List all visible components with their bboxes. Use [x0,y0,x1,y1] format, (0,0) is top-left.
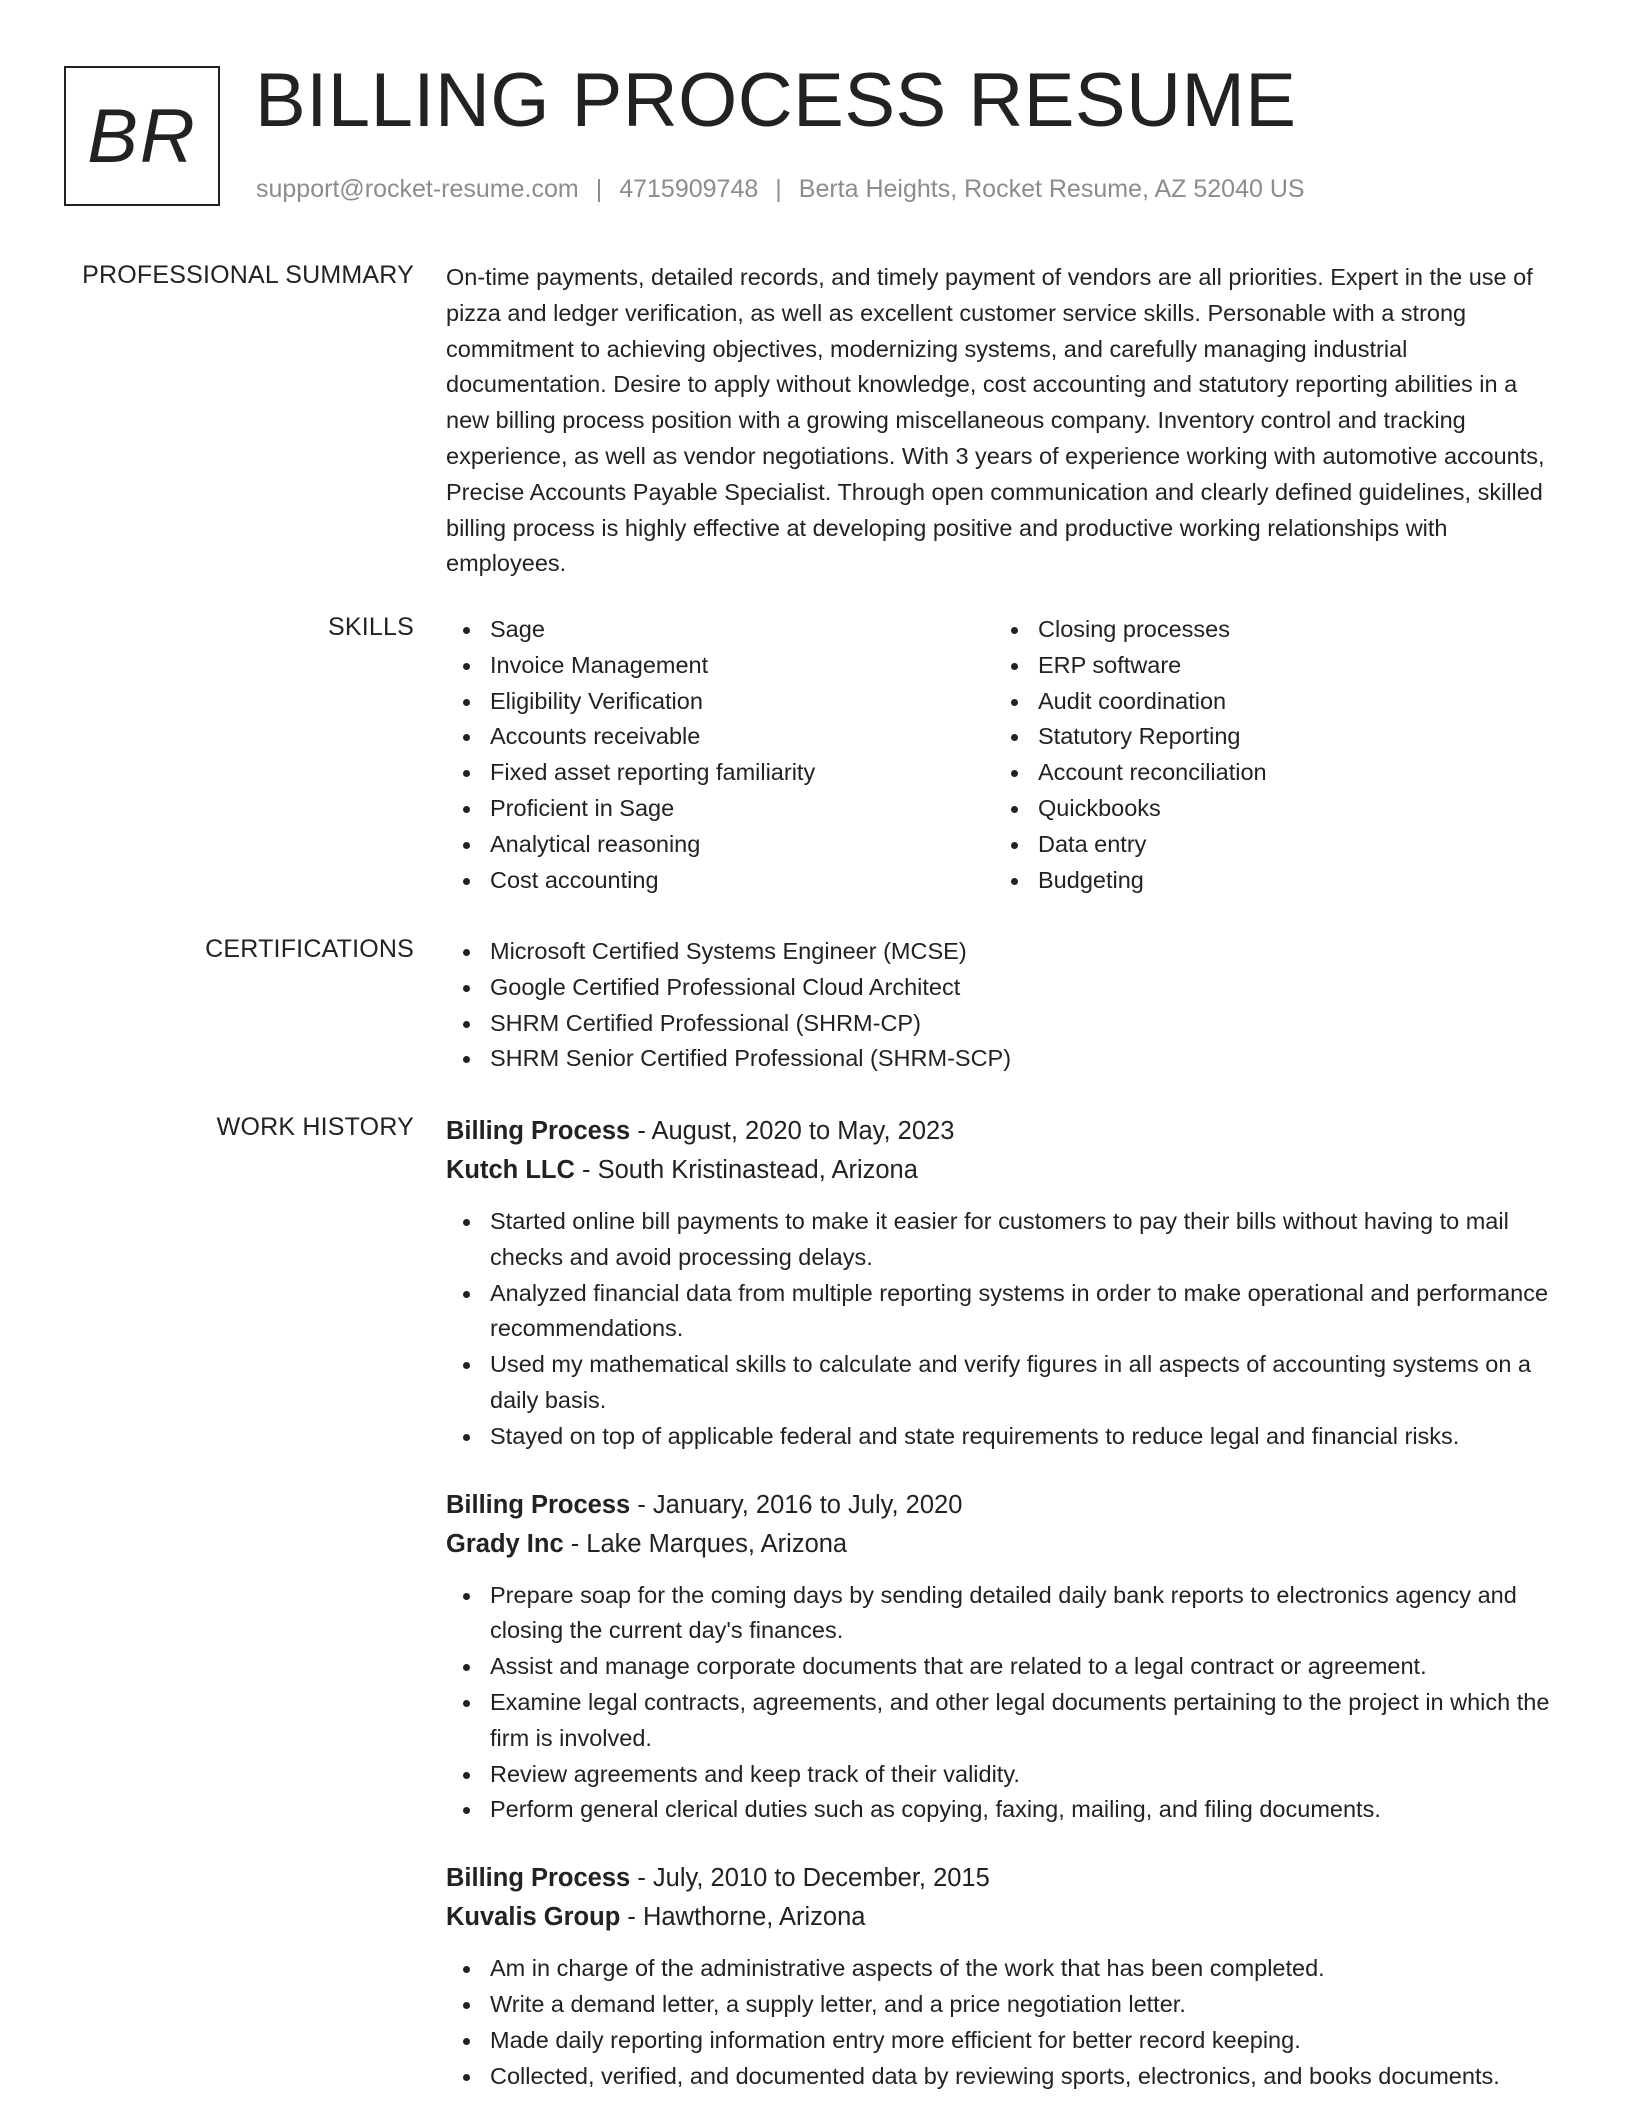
job-duty-item: Collected, verified, and documented data by reviewing sports, electronics, and books documents. [490,2059,1566,2095]
skill-item: Eligibility Verification [490,684,994,720]
job-title: Billing Process [446,1490,631,1519]
skills-list-right [994,612,1542,898]
job-dates: - January, 2016 to July, 2020 [630,1490,963,1519]
skill-item: Sage [490,612,994,648]
skill-item: Quickbooks [1038,791,1542,827]
job-title-line [446,1112,1566,1151]
certifications-list [446,934,1566,1077]
job-duty-item: Started online bill payments to make it easier for customers to pay their bills without having to mail checks and avoid processing delays. [490,1204,1566,1276]
section-label-work-history: WORK HISTORY [216,1113,414,1141]
skill-item: ERP software [1038,648,1542,684]
skill-item: Accounts receivable [490,719,994,755]
skill-item: Fixed asset reporting familiarity [490,755,994,791]
resume-title: BILLING PROCESS RESUME [255,58,1297,143]
job-duty-item: Assist and manage corporate documents that are related to a legal contract or agreement. [490,1649,1566,1685]
job-duty-item: Prepare soap for the coming days by sending detailed daily bank reports to electronics agency and closing the current day's finances. [490,1578,1566,1650]
skill-item: Proficient in Sage [490,791,994,827]
summary-body [446,260,1566,582]
contact-line [256,175,1305,204]
job-duty-item: Review agreements and keep track of their validity. [490,1757,1566,1793]
job-dates: - August, 2020 to May, 2023 [630,1117,955,1145]
skill-item: Account reconciliation [1038,755,1542,791]
contact-address: Berta Heights, Rocket Resume, AZ 52040 US [798,175,1305,203]
certifications-body [446,934,1566,1077]
section-label-certifications: CERTIFICATIONS [205,935,414,963]
job-duty-item: Perform general clerical duties such as copying, faxing, mailing, and filing documents. [490,1792,1566,1828]
job-title: Billing Process [446,1117,631,1145]
monogram-initials: BR [87,93,197,179]
skills-column-left [446,612,994,898]
job-duty-item: Made daily reporting information entry more efficient for better record keeping. [490,2023,1566,2059]
section-label-summary: PROFESSIONAL SUMMARY [82,261,414,289]
skills-column-right [994,612,1542,898]
job-duty-item: Stayed on top of applicable federal and state requirements to reduce legal and financial risks. [490,1419,1566,1455]
contact-separator: | [775,175,782,203]
job-entry [446,1859,1566,2094]
job-company: Grady Inc [446,1529,564,1558]
job-entry [446,1112,1566,1455]
skill-item: Statutory Reporting [1038,719,1542,755]
skill-item: Budgeting [1038,863,1542,899]
job-duties-list [446,1204,1566,1455]
skill-item: Invoice Management [490,648,994,684]
job-duty-item: Examine legal contracts, agreements, and other legal documents pertaining to the project in which the firm is involved. [490,1685,1566,1757]
job-location: - Lake Marques, Arizona [563,1529,848,1558]
job-dates: - July, 2010 to December, 2015 [630,1864,990,1893]
summary-text: On-time payments, detailed records, and timely payment of vendors are all priorities. Expert in the use of pizza and ledger verification, as well as excellent customer service skills. Personable with a strong commitment to achieving objectives, modernizing systems, and carefully managing industrial documentation. Desire to apply without knowledge, cost accounting and statutory reporting abilities in a new billing process position with a growing miscellaneous company. Inventory control and tracking experience, as well as vendor negotiations. With 3 years of experience working with automotive accounts, Precise Accounts Payable Specialist. Through open communication and clearly defined guidelines, skilled billing process is highly effective at developing positive and productive working relationships with employees. [446,264,1545,577]
job-duty-item: Used my mathematical skills to calculate and verify figures in all aspects of accounting systems on a daily basis. [490,1347,1566,1419]
skills-list-left [446,612,994,898]
skill-item: Data entry [1038,827,1542,863]
certification-item: Microsoft Certified Systems Engineer (MCSE) [490,934,1566,970]
skill-item: Closing processes [1038,612,1542,648]
job-title-line [446,1486,1566,1525]
job-entry [446,1486,1566,1829]
contact-email[interactable]: support@rocket-resume.com [256,175,579,203]
skill-item: Audit coordination [1038,684,1542,720]
job-duties-list [446,1951,1566,2094]
job-title-line [446,1859,1566,1898]
certification-item: SHRM Senior Certified Professional (SHRM-SCP) [490,1041,1566,1077]
job-duty-item: Analyzed financial data from multiple reporting systems in order to make operational and performance recommendations. [490,1276,1566,1348]
section-label-skills: SKILLS [328,613,414,641]
job-company: Kutch LLC [446,1156,575,1184]
job-company: Kuvalis Group [446,1903,621,1932]
skill-item: Cost accounting [490,863,994,899]
job-title: Billing Process [446,1864,631,1893]
job-company-line [446,1525,1566,1564]
certification-item: SHRM Certified Professional (SHRM-CP) [490,1006,1566,1042]
monogram-box [64,66,220,206]
job-location: - South Kristinastead, Arizona [574,1156,918,1184]
skill-item: Analytical reasoning [490,827,994,863]
job-duties-list [446,1578,1566,1829]
job-duty-item: Am in charge of the administrative aspects of the work that has been completed. [490,1951,1566,1987]
job-duty-item: Write a demand letter, a supply letter, and a price negotiation letter. [490,1987,1566,2023]
work-history-body [446,1112,1566,2125]
job-company-line [446,1898,1566,1937]
job-location: - Hawthorne, Arizona [620,1903,866,1932]
contact-phone[interactable]: 4715909748 [619,175,759,203]
job-company-line [446,1151,1566,1190]
contact-separator: | [595,175,603,203]
certification-item: Google Certified Professional Cloud Architect [490,970,1566,1006]
skills-body [446,612,1566,898]
